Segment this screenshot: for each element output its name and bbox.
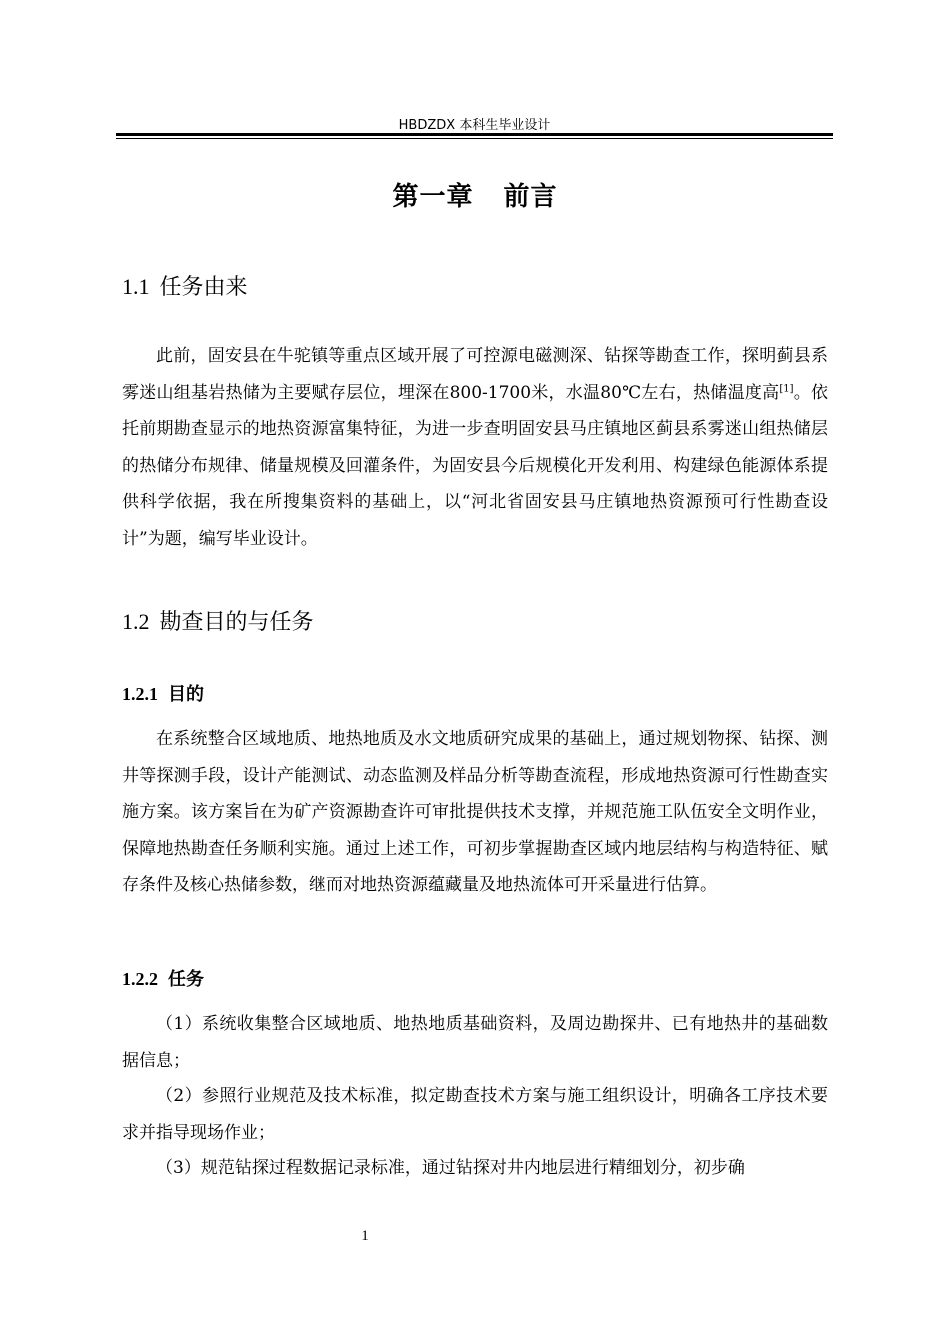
paragraph-text: 。依托前期勘查显示的地热资源富集特征，为进一步查明固安县马庄镇地区蓟县系雾迷山组热储层的热储分布规律、储量规模及回灌条件，为固安县今后规模化开发利用、构建绿色能源体系提供科学依据，我在所搜集资料的基础上，以“河北省固安县马庄镇地热资源预可行性勘查设计”为题，编写毕业设计。	[122, 382, 828, 549]
subsection-title: 目的	[168, 684, 204, 705]
header-rule-thick	[116, 133, 833, 136]
paragraph-purpose: 在系统整合区域地质、地热地质及水文地质研究成果的基础上，通过规划物探、钻探、测井等探测手段，设计产能测试、动态监测及样品分析等勘查流程，形成地热资源可行性勘查实施方案。该方案旨在为矿产资源勘查许可审批提供技术支撑，并规范施工队伍安全文明作业，保障地热勘查任务顺利实施。通过上述工作，可初步掌握勘查区域内地层结构与构造特征、赋存条件及核心热储参数，继而对地热资源蕴藏量及地热流体可开采量进行估算。	[122, 729, 828, 895]
page-number: 1	[361, 1228, 369, 1244]
chapter-number: 第一章	[392, 182, 474, 212]
header-rule-thin	[116, 138, 833, 139]
section-title: 勘查目的与任务	[159, 610, 314, 635]
subsection-number: 1.2.2	[122, 969, 158, 989]
paragraph-text: 此前，固安县在牛驼镇等重点区域开展了可控源电磁测深、钻探等勘查工作，探明蓟县系雾迷山组基岩热储为主要赋存层位，埋深在800-1700米，水温80℃左右，热储温度高	[122, 346, 828, 403]
subsection-title: 任务	[168, 969, 204, 990]
section-heading-1-2	[122, 605, 314, 636]
subsection-number: 1.2.1	[122, 684, 158, 704]
running-header: HBDZDX 本科生毕业设计	[398, 118, 551, 133]
section-heading-1-1	[122, 270, 248, 301]
citation-ref[interactable]: [1]	[779, 382, 794, 394]
paragraph-task-origin	[122, 338, 828, 557]
chapter-name: 前言	[503, 182, 558, 212]
subsection-heading-1-2-1	[122, 680, 204, 706]
task-item-1: （1）系统收集整合区域地质、地热地质基础资料，及周边勘探井、已有地热井的基础数据信息；	[122, 1014, 828, 1071]
task-item-3: （3）规范钻探过程数据记录标准，通过钻探对井内地层进行精细划分，初步确	[156, 1158, 745, 1178]
section-number: 1.2	[122, 609, 150, 634]
chapter-title	[0, 176, 950, 213]
subsection-heading-1-2-2	[122, 965, 204, 991]
task-item-2: （2）参照行业规范及技术标准，拟定勘查技术方案与施工组织设计，明确各工序技术要求并指导现场作业；	[122, 1086, 828, 1143]
section-number: 1.1	[122, 274, 150, 299]
section-title: 任务由来	[159, 275, 248, 300]
